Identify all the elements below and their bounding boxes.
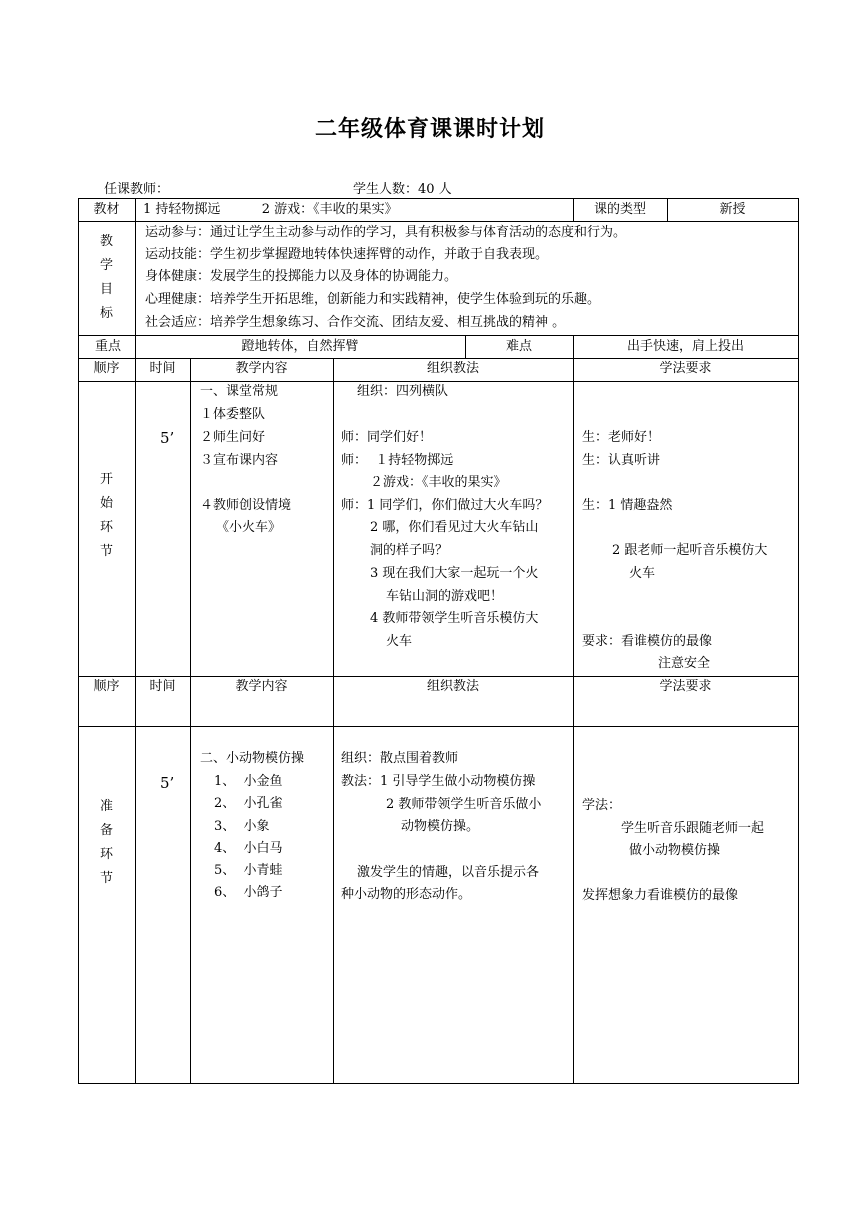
method-line: 师： １持轻物掷远 [341,453,454,468]
col-header-content: 教学内容 [235,361,288,376]
difficulty-value: 出手快速，肩上投出 [626,339,744,354]
study-line: 2 跟老师一起听音乐模仿大 [612,543,768,558]
study-line: 做小动物模仿操 [629,843,721,858]
method-line: 4 教师带领学生听音乐模仿大 [370,611,539,626]
lesson-type-label: 课的类型 [593,202,646,217]
study-line: 发挥想象力看谁模仿的最像 [582,888,739,903]
content-line: ２师生问好 [200,430,266,445]
col-header-content-2: 教学内容 [235,679,288,694]
content-line: 1、 小金鱼 [214,774,283,789]
grid-line [333,358,334,1084]
col-header-time-2: 时间 [149,679,176,694]
grid-line [78,726,799,727]
label-char: 教 [99,234,113,249]
study-line: 学生听音乐跟随老师一起 [621,821,765,836]
study-line: 火车 [629,566,656,581]
page-title: 二年级体育课课时计划 [314,117,545,142]
content-line: 3、 小象 [214,819,270,834]
method-line: ２游戏：《丰收的果实》 [370,475,507,490]
grid-line [78,1083,799,1084]
key-label: 重点 [95,339,122,354]
col-header-method: 组织教法 [426,361,479,376]
content-line: １体委整队 [200,407,266,422]
grid-line [135,198,136,221]
label-char: 学 [99,258,113,273]
material-items: 1 持轻物掷远 2 游戏：《丰收的果实》 [143,202,398,217]
objective-line: 身体健康：发展学生的投掷能力以及身体的协调能力。 [145,269,458,284]
method-line: 种小动物的形态动作。 [341,887,472,902]
objective-line: 心理健康：培养学生开拓思维，创新能力和实践精神，使学生体验到玩的乐趣。 [145,292,601,307]
section2-label [78,795,135,891]
key-value: 蹬地转体，自然挥臂 [241,339,359,354]
content-line: 4、 小白马 [214,841,283,856]
col-header-order-2: 顺序 [93,679,120,694]
method-line: 火车 [386,634,413,649]
section1-time: 5’ [160,429,175,447]
method-line: 3 现在我们大家一起玩一个火 [370,566,539,581]
label-char: 环 [99,847,113,862]
grid-line [78,198,79,1084]
label-char: 目 [99,282,113,297]
lesson-type-value: 新授 [719,202,746,217]
method-line: 车钻山洞的游戏吧！ [386,589,504,604]
method-line: 2 哪，你们看见过大火车钻山 [370,520,539,535]
grid-line [190,358,191,1084]
objectives-label [78,230,135,326]
grid-line [135,221,136,335]
objective-line: 社会适应：培养学生想象练习、合作交流、团结友爱、相互挑战的精神 。 [145,315,566,330]
label-char: 标 [99,306,113,321]
label-char: 节 [99,871,113,886]
col-header-study-2: 学法要求 [659,679,712,694]
method-line: 动物模仿操。 [401,819,480,834]
grid-line [573,358,574,1084]
label-char: 节 [99,544,113,559]
grid-line [798,198,799,1084]
label-char: 始 [99,496,113,511]
content-line: ４教师创设情境 [200,498,292,513]
col-header-study: 学法要求 [659,361,712,376]
method-line: 洞的样子吗？ [370,543,449,558]
col-header-method-2: 组织教法 [426,679,479,694]
objective-line: 运动技能：学生初步掌握蹬地转体快速挥臂的动作，并敢于自我表现。 [145,247,549,262]
method-line: 师：同学们好！ [341,430,433,445]
objective-line: 运动参与：通过让学生主动参与动作的学习，具有积极参与体育活动的态度和行为。 [145,225,627,240]
method-line: 组织：散点围着教师 [341,751,459,766]
content-line: 一、课堂常规 [200,384,279,399]
grid-line [135,358,136,1084]
label-char: 备 [99,823,113,838]
teacher-label: 任课教师： [104,182,170,197]
method-line: 教法：1 引导学生做小动物模仿操 [341,774,536,789]
section1-label [78,468,135,564]
study-line: 生：老师好！ [582,430,661,445]
method-line: 激发学生的情趣，以音乐提示各 [357,865,540,880]
content-line: 二、小动物模仿操 [200,751,305,766]
content-line: 2、 小孔雀 [214,796,283,811]
study-line: 要求：看谁模仿的最像 [582,634,713,649]
col-header-order: 顺序 [93,361,120,376]
content-line: 《小火车》 [216,520,282,535]
difficulty-label: 难点 [505,339,532,354]
method-line: 2 教师带领学生听音乐做小 [386,797,542,812]
section2-time: 5’ [160,774,175,792]
method-line: 组织：四列横队 [357,384,449,399]
study-line: 生：认真听讲 [582,453,661,468]
content-line: 5、 小青蛙 [214,863,283,878]
method-line: 师：1 同学们，你们做过大火车吗？ [341,498,549,513]
study-line: 注意安全 [658,656,711,671]
label-char: 准 [99,799,113,814]
student-count: 学生人数：40 人 [353,182,452,197]
content-line: ３宣布课内容 [200,453,279,468]
material-label: 教材 [93,202,120,217]
label-char: 开 [99,472,113,487]
label-char: 环 [99,520,113,535]
study-line: 生：1 情趣盎然 [582,498,673,513]
col-header-time: 时间 [149,361,176,376]
content-line: 6、 小鸽子 [214,885,283,900]
study-line: 学法： [582,798,622,813]
